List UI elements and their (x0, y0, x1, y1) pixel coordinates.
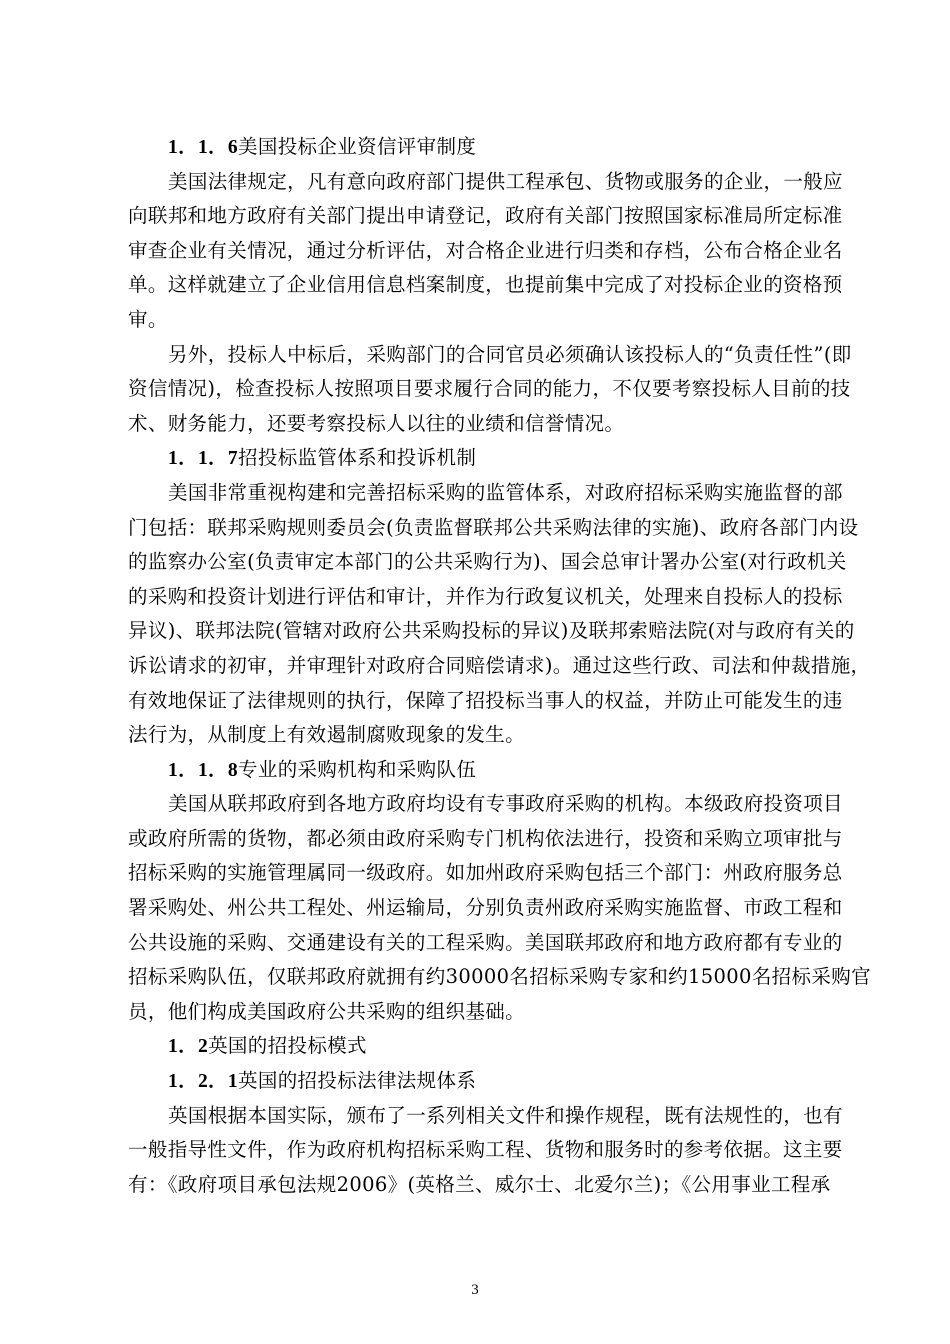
paragraph-line: 美国从联邦政府到各地方政府均设有专事政府采购的机构。本级政府投资项目 (168, 792, 843, 816)
paragraph (128, 338, 852, 442)
section-heading-1-1-6 (128, 130, 824, 165)
section-heading-1-1-8 (128, 753, 824, 788)
heading-number: 1．1．7 (168, 448, 238, 470)
paragraph (128, 476, 871, 753)
paragraph (128, 1099, 843, 1203)
paragraph-line: 招标采购的实施管理属同一级政府。如加州政府采购包括三个部门：州政府服务总 (128, 861, 843, 885)
paragraph-line: 美国非常重视构建和完善招标采购的监管体系，对政府招标采购实施监督的部 (168, 480, 843, 504)
heading-number: 1．1．8 (168, 759, 238, 781)
heading-number: 1．1．6 (168, 137, 238, 158)
paragraph-line: 诉讼请求的初审，并审理针对政府合同赔偿请求)。通过这些行政、司法和仲裁措施， (128, 653, 871, 677)
paragraph-line: 署采购处、州公共工程处、州运输局，分别负责州政府采购实施监督、市政工程和 (128, 896, 843, 920)
paragraph-line: 审。 (128, 307, 168, 331)
paragraph-line: 单。这样就建立了企业信用信息档案制度，也提前集中完成了对投标企业的资格预 (128, 273, 843, 297)
paragraph-line: 的采购和投资计划进行评估和审计，并作为行政复议机关，处理来自投标人的投标 (128, 584, 843, 608)
heading-title: 英国的招投标模式 (208, 1034, 367, 1058)
heading-title: 美国投标企业资信评审制度 (238, 135, 477, 158)
paragraph (128, 787, 871, 1029)
paragraph-line: 员，他们构成美国政府公共采购的组织基础。 (128, 999, 526, 1023)
paragraph-line: 资信情况)，检查投标人按照项目要求履行合同的能力，不仅要考察投标人目前的技 (128, 377, 851, 401)
page-number: 3 (471, 1282, 479, 1298)
heading-number: 1．2 (168, 1036, 209, 1058)
paragraph-line: 法行为，从制度上有效遏制腐败现象的发生。 (128, 723, 526, 747)
paragraph-line: 一般指导性文件，作为政府机构招标采购工程、货物和服务时的参考依据。这主要 (128, 1138, 843, 1162)
paragraph-line: 术、财务能力，还要考察投标人以往的业绩和信誉情况。 (128, 411, 625, 435)
paragraph-line: 美国法律规定，凡有意向政府部门提供工程承包、货物或服务的企业，一般应 (168, 169, 843, 193)
section-heading-1-2-1 (128, 1064, 824, 1099)
paragraph-line: 异议)、联邦法院(管辖对政府公共采购投标的异议)及联邦索赔法院(对与政府有关的 (128, 619, 855, 643)
paragraph-line: 的监察办公室(负责审定本部门的公共采购行为)、国会总审计署办公室(对行政机关 (128, 550, 847, 574)
paragraph-line: 公共设施的采购、交通建设有关的工程采购。美国联邦政府和地方政府都有专业的 (128, 930, 843, 954)
paragraph-line: 或政府所需的货物，都必须由政府采购专门机构依法进行，投资和采购立项审批与 (128, 826, 843, 850)
heading-number: 1．2．1 (168, 1071, 238, 1093)
paragraph-line: 审查企业有关情况，通过分析评估，对合格企业进行归类和存档，公布合格企业名 (128, 238, 843, 262)
paragraph-line: 向联邦和地方政府有关部门提出申请登记，政府有关部门按照国家标准局所定标准 (128, 204, 843, 228)
paragraph-line: 英国根据本国实际，颁布了一系列相关文件和操作规程，既有法规性的，也有 (168, 1103, 843, 1127)
paragraph-line: 有：《政府项目承包法规2006》(英格兰、威尔士、北爱尔兰)；《公用事业工程承 (128, 1172, 831, 1196)
section-heading-1-1-7 (128, 441, 824, 476)
heading-title: 英国的招投标法律法规体系 (238, 1069, 477, 1093)
paragraph (128, 165, 843, 338)
section-heading-1-2 (128, 1029, 824, 1064)
paragraph-line: 有效地保证了法律规则的执行，保障了招投标当事人的权益，并防止可能发生的违 (128, 688, 843, 712)
document-body (128, 130, 871, 1202)
heading-title: 专业的采购机构和采购队伍 (238, 757, 477, 781)
paragraph-line: 另外，投标人中标后，采购部门的合同官员必须确认该投标人的“负责任性”(即 (168, 342, 852, 366)
paragraph-line: 门包括：联邦采购规则委员会(负责监督联邦公共采购法律的实施)、政府各部门内设 (128, 515, 859, 539)
heading-title: 招投标监管体系和投诉机制 (238, 446, 477, 470)
paragraph-line: 招标采购队伍，仅联邦政府就拥有约30000名招标采购专家和约15000名招标采购官 (128, 965, 871, 989)
